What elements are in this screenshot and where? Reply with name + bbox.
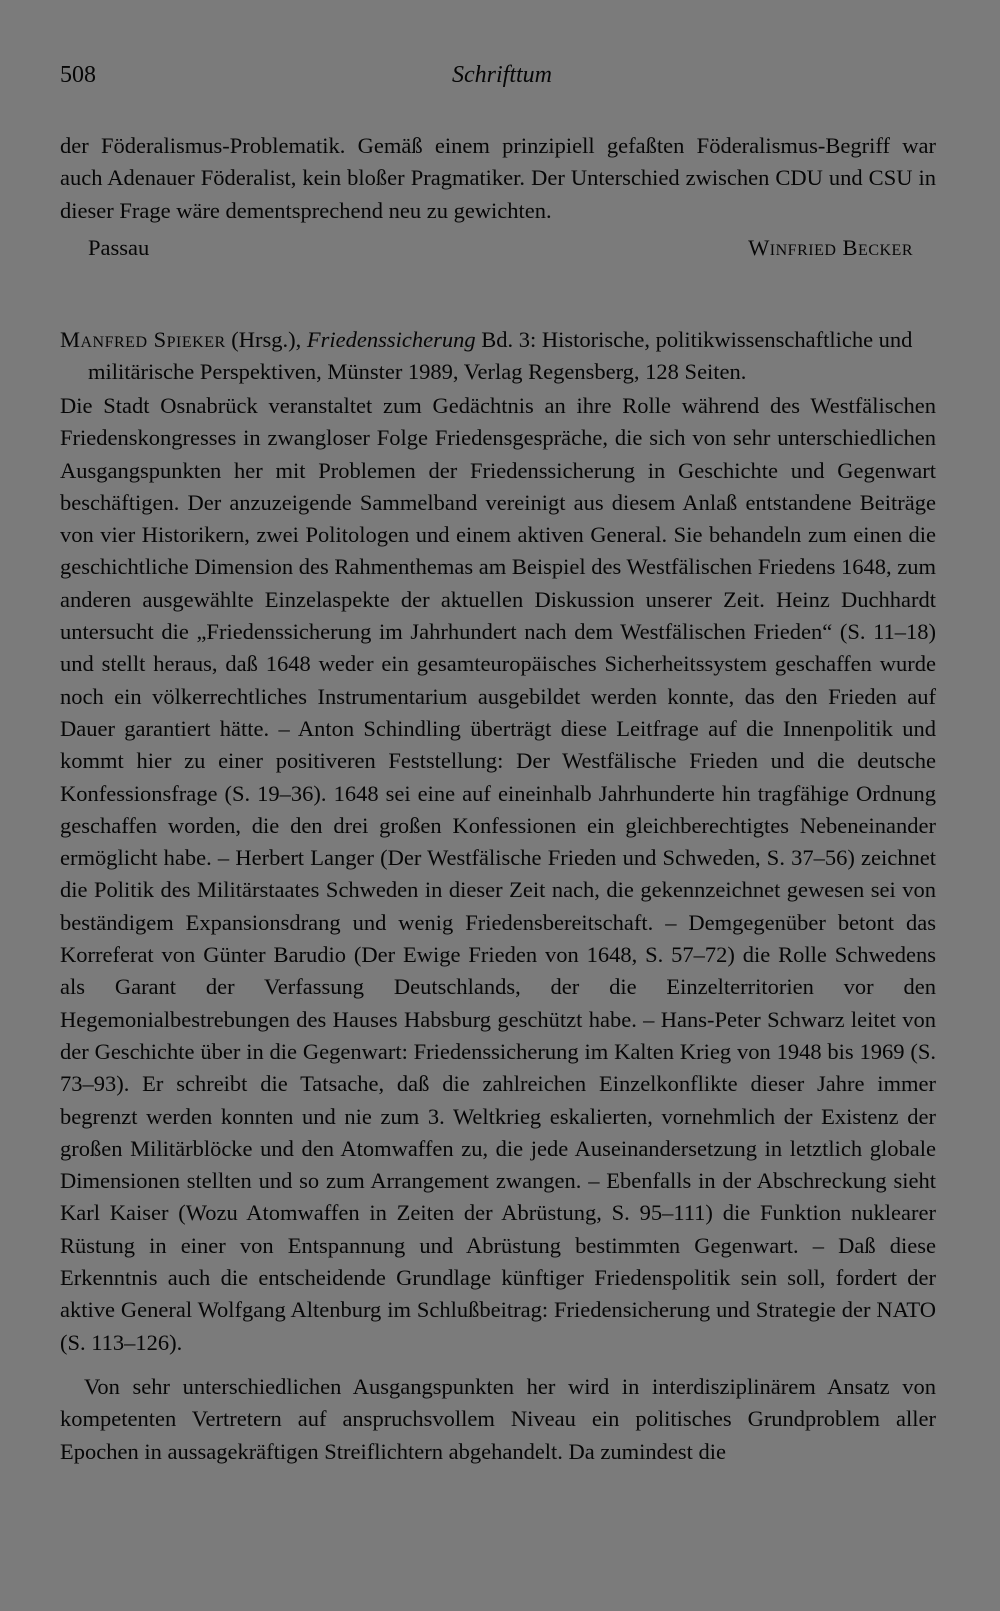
page-number: 508 <box>60 62 96 88</box>
citation-title: Friedenssicherung <box>306 327 476 352</box>
review-body <box>60 390 936 1468</box>
reviewer-place: Passau <box>88 235 150 260</box>
citation-editor-suffix: (Hrsg.), <box>225 327 307 352</box>
previous-review-text: der Föderalismus-Problematik. Gemäß einem prinzipiell gefaßten Föderalismus-Begriff war auch Adenauer Föderalist, kein bloßer Pragmatiker. Der Unterschied zwischen CDU und CSU in dieser Frage wäre dementsprechend neu zu gewichten. <box>60 133 936 223</box>
book-citation <box>60 324 936 389</box>
previous-review-signature <box>88 232 913 264</box>
review-paragraph-2: Von sehr unterschiedlichen Ausgangspunkten her wird in interdisziplinärem Ansatz von kompetenten Vertretern auf anspruchsvollem Niveau ein politisches Grundproblem aller Epochen in aussagekräftigen Streiflichtern abgehandelt. Da zumindest die <box>60 1373 936 1464</box>
review-paragraph-1: Die Stadt Osnabrück veranstaltet zum Gedächtnis an ihre Rolle während des Westfälischen Friedenskongresses in zwangloser Folge Friedensgespräche, die sich von sehr unterschiedlichen Ausgangspunkten her mit Problemen der Friedenssicherung in Geschichte und Gegenwart beschäftigen. Der anzuzeigende Sammelband vereinigt aus diesem Anlaß entstandene Beiträge von vier Historikern, zwei Politologen und einem aktiven General. Sie behandeln zum einen die geschichtliche Dimension des Rahmenthemas am Beispiel des Westfälischen Friedens 1648, zum anderen ausgewählte Einzelaspekte der aktuellen Diskussion unserer Zeit. Heinz Duchhardt untersucht die „Friedenssicherung im Jahrhundert nach dem Westfälischen Frieden“ (S. 11–18) und stellt heraus, daß 1648 weder ein gesamteuropäisches Sicherheitssystem geschaffen wurde noch ein völkerrechtliches Instrumentarium ausgebildet werden konnte, das den Frieden auf Dauer garantiert hätte. – Anton Schindling überträgt diese Leitfrage auf die Innenpolitik und kommt hier zu einer positiveren Feststellung: Der Westfälische Frieden und die deutsche Konfessionsfrage (S. 19–36). 1648 sei eine auf eineinhalb Jahrhunderte hin tragfähige Ordnung geschaffen worden, die den drei großen Konfessionen ein gleichberechtigtes Nebeneinander ermöglicht habe. – Herbert Langer (Der Westfälische Frieden und Schweden, S. 37–56) zeichnet die Politik des Militärstaates Schweden in dieser Zeit nach, die gekennzeichnet gewesen sei von beständigem Expansionsdrang und wenig Friedensbereitschaft. – Demgegenüber betont das Korreferat von Günter Barudio (Der Ewige Frieden von 1648, S. 57–72) die Rolle Schwedens als Garant der Verfassung Deutschlands, der die Einzelterritorien vor den Hegemonialbestrebungen des Hauses Habsburg geschützt habe. – Hans-Peter Schwarz leitet von der Geschichte über in die Gegenwart: Friedenssicherung im Kalten Krieg von 1948 bis 1969 (S. 73–93). Er schreibt die Tatsache, daß die zahlreichen Einzelkonflikte dieser Jahre immer begrenzt werden konnten und nie zum 3. Weltkrieg eskalierten, vornehmlich der Existenz der großen Militärblöcke und den Atomwaffen zu, die jede Auseinandersetzung in letztlich globale Dimensionen stellten und so zum Arrangement zwangen. – Ebenfalls in der Abschreckung sieht Karl Kaiser (Wozu Atomwaffen in Zeiten der Abrüstung, S. 95–111) die Funktion nuklearer Rüstung in einer von Entspannung und Abrüstung bestimmten Gegenwart. – Daß diese Erkenntnis auch die entscheidende Grundlage künftiger Friedenspolitik sein soll, fordert der aktive General Wolfgang Altenburg im Schlußbeitrag: Friedensicherung und Strategie der NATO (S. 113–126). <box>60 393 936 1355</box>
running-head: Schrifttum <box>452 62 552 88</box>
citation-editor: Manfred Spieker <box>60 327 226 352</box>
citation-details: Bd. 3: Historische, politikwissenschaftliche und militärische Perspektiven, Münster 1989, Verlag Regensberg, 128 Seiten. <box>88 327 913 385</box>
reviewer-name: Winfried Becker <box>748 235 913 260</box>
